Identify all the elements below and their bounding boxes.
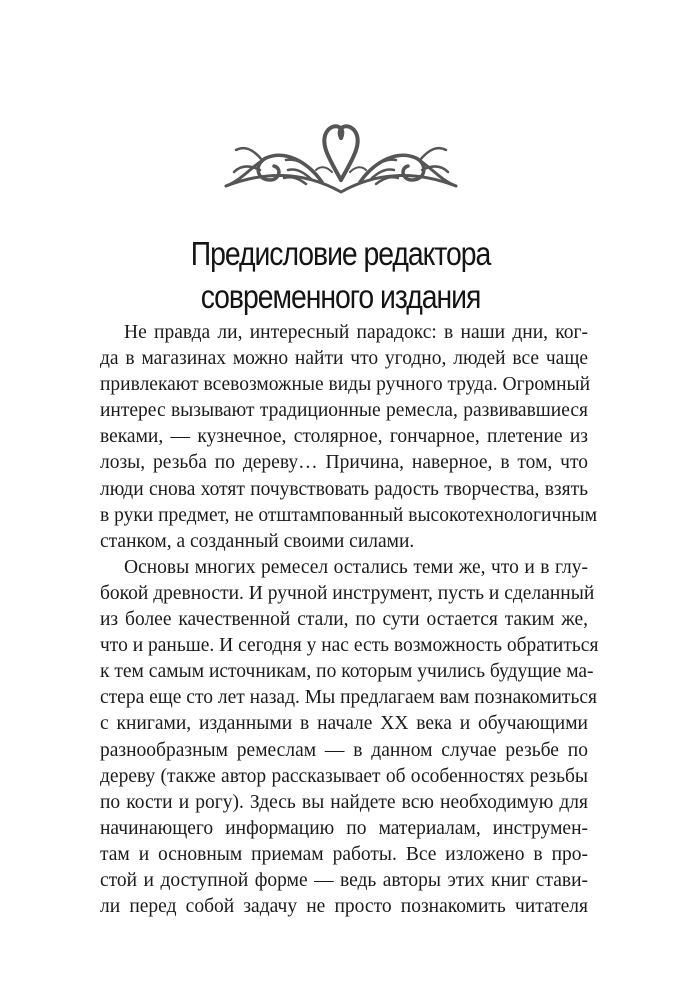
text-line: дереву (также автор рассказывает об особенностях резьбы: [100, 765, 588, 787]
text-line: лозы, резьба по дереву… Причина, наверное, в том, что: [100, 452, 588, 474]
text-line: да в магазинах можно найти что угодно, людей все чаще: [100, 348, 588, 370]
text-line: разнообразным ремеслам — в данном случае резьбе по: [100, 739, 588, 761]
text-line: начинающего информацию по материалам, инструмен-: [100, 817, 588, 839]
text-line: люди снова хотят почувствовать радость творчества, взять: [100, 478, 588, 500]
page-title: [48, 232, 634, 318]
title-line-1: Предисловие редактора: [190, 235, 491, 272]
text-line: стера еще сто лет назад. Мы предлагаем вам познакомиться: [100, 687, 597, 709]
text-line: что и раньше. И сегодня у нас есть возможность обратиться: [100, 635, 599, 657]
title-line-2: современного издания: [200, 278, 481, 315]
text-line: стой и доступной форме — ведь авторы этих книг стави-: [100, 869, 588, 891]
text-line: бокой древности. И ручной инструмент, пусть и сделанный: [100, 582, 595, 604]
text-line: Основы многих ремесел остались теми же, что и в глу-: [124, 556, 588, 578]
text-line: к тем самым источникам, по которым учились будущие ма-: [100, 661, 594, 683]
text-line: веками, — кузнечное, столярное, гончарное, плетение из: [100, 426, 588, 448]
paragraph-2: [100, 555, 599, 920]
scroll-flourish-icon: [222, 120, 460, 194]
text-line: Не правда ли, интересный парадокс: в наши дни, ког-: [124, 322, 588, 343]
text-line: в руки предмет, не отштампованный высокотехнологичным: [100, 504, 598, 526]
text-line: из более качественной стали, по сути остается таким же,: [100, 609, 588, 631]
text-line: там и основным приемам работы. Все изложено в про-: [100, 843, 588, 865]
text-line: ли перед собой задачу не просто познакомить читателя: [100, 896, 588, 918]
text-line: интерес вызывают традиционные ремесла, развивавшиеся: [100, 400, 588, 422]
body-text: [100, 320, 599, 920]
text-line: станком, а созданный своими силами.: [100, 530, 415, 552]
text-line: по кости и рогу). Здесь вы найдете всю необходимую для: [100, 791, 588, 813]
text-line: с книгами, изданными в начале XX века и обучающими: [100, 713, 588, 735]
paragraph-1: [100, 320, 598, 555]
text-line: привлекают всевозможные виды ручного труда. Огромный: [100, 374, 591, 396]
